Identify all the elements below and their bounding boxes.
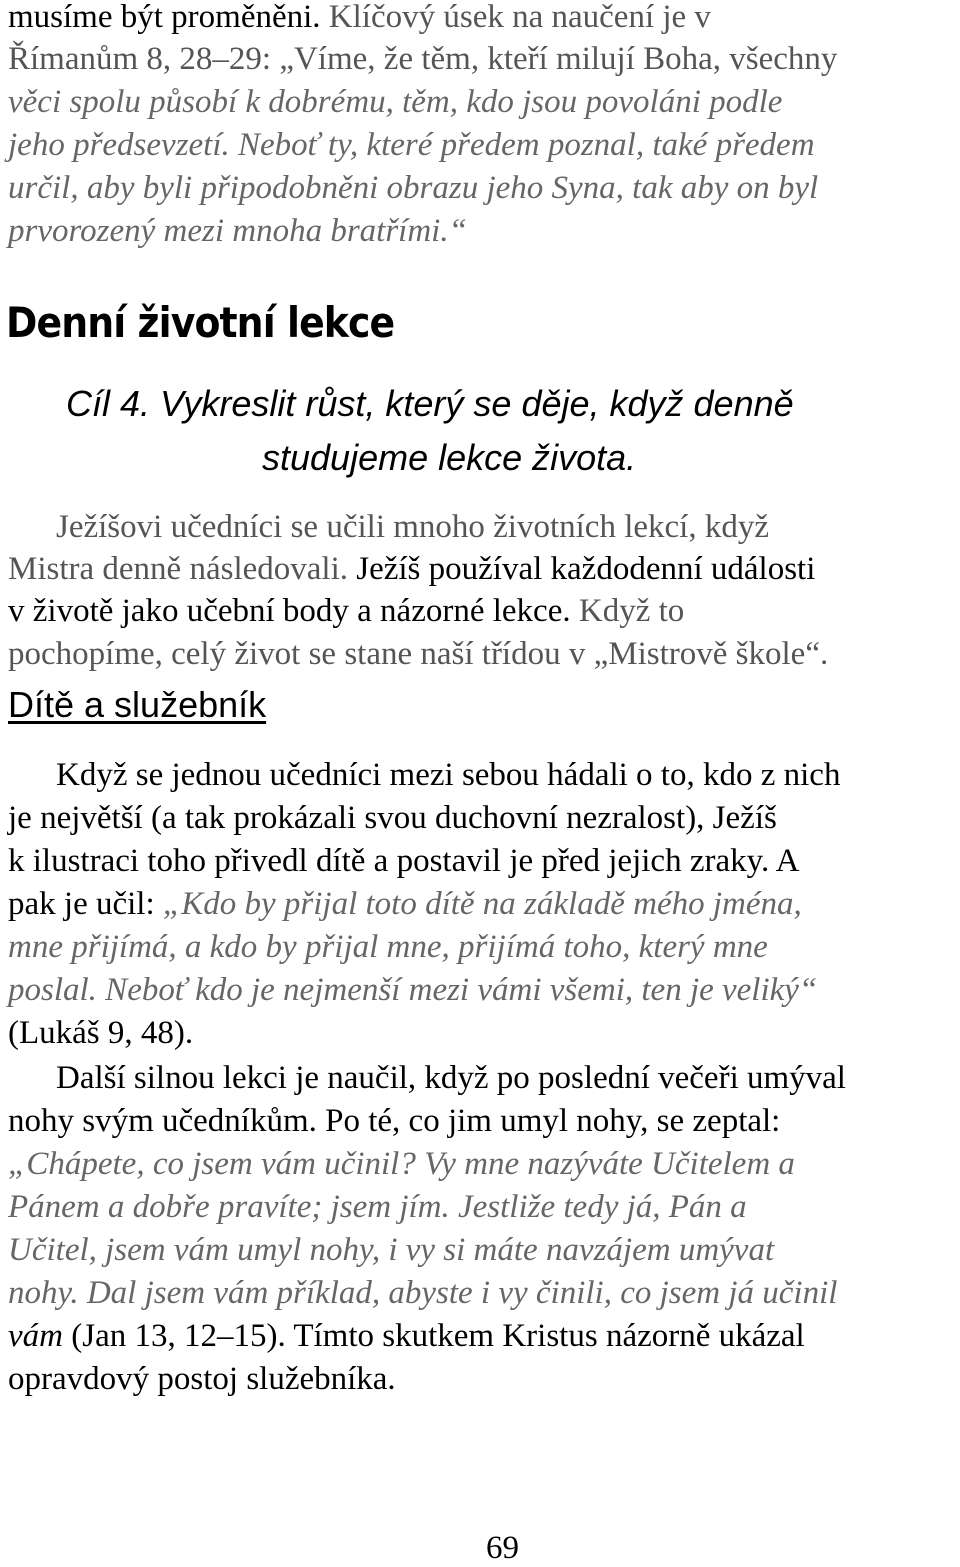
- para3-line-1: Další silnou lekci je naučil, když po poslední večeři umýval: [56, 1060, 846, 1096]
- para2-line-1: Když se jednou učedníci mezi sebou hádali o to, kdo z nich: [56, 757, 841, 793]
- para1-text: v životě jako učební body a názorné lekce.: [8, 593, 579, 629]
- para1-line-2: [8, 548, 815, 590]
- intro-line-6: prvorozený mezi mnoha bratřími.“: [8, 213, 467, 249]
- para3-line-2: nohy svým učedníkům. Po té, co jim umyl nohy, se zeptal:: [8, 1103, 781, 1139]
- para3-line-7: [8, 1315, 805, 1357]
- para2-line-6: poslal. Neboť kdo je nejmenší mezi vámi všemi, ten je veliký“: [8, 972, 818, 1008]
- para1-text: Ježíš používal každodenní události: [356, 551, 816, 587]
- intro-line-1: [8, 0, 711, 38]
- para1-text: Mistra denně následovali.: [8, 551, 357, 587]
- para3-line-6: nohy. Dal jsem vám příklad, abyste i vy činili, co jsem já učinil: [8, 1275, 838, 1311]
- para2-line-5: mne přijímá, a kdo by přijal mne, přijímá toho, který mne: [8, 929, 768, 965]
- goal-line-2: studujeme lekce života.: [262, 437, 637, 478]
- para2-line-2: je největší (a tak prokázali svou duchovní nezralost), Ježíš: [8, 800, 777, 836]
- para2-line-4: [8, 883, 802, 925]
- para3-line-4: Pánem a dobře pravíte; jsem jím. Jestliže tedy já, Pán a: [8, 1189, 747, 1225]
- para2-quote: „Kdo by přijal toto dítě na základě mého jména,: [162, 886, 802, 922]
- intro-line-4: jeho předsevzetí. Neboť ty, které předem poznal, také předem: [8, 127, 815, 163]
- para3-quote-end: vám: [8, 1318, 63, 1354]
- para2-line-7: (Lukáš 9, 48).: [8, 1015, 194, 1051]
- intro-line-5: určil, aby byli připodobněni obrazu jeho Syna, tak aby on byl: [8, 170, 819, 206]
- subheading: Dítě a služebník: [8, 684, 267, 725]
- intro-text: musíme být proměněni.: [8, 0, 329, 35]
- para3-line-8: opravdový postoj služebníka.: [8, 1361, 396, 1397]
- page-number: 69: [486, 1530, 519, 1566]
- para1-text: Když to: [578, 593, 685, 629]
- section-title: Denní životní lekce: [6, 298, 395, 347]
- para1-line-4: pochopíme, celý život se stane naší třídou v „Mistrově škole“.: [8, 636, 829, 672]
- para1-line-3: [8, 590, 684, 632]
- intro-text: Klíčový úsek na naučení je v: [328, 0, 711, 35]
- para1-line-1: Ježíšovi učedníci se učili mnoho životních lekcí, když: [56, 509, 769, 545]
- para2-text: pak je učil:: [8, 886, 163, 922]
- para3-line-3: „Chápete, co jsem vám učinil? Vy mne nazýváte Učitelem a: [8, 1146, 795, 1182]
- intro-line-2: Římanům 8, 28–29: „Víme, že těm, kteří milují Boha, všechny: [8, 41, 838, 77]
- para2-line-3: k ilustraci toho přivedl dítě a postavil je před jejich zraky. A: [8, 843, 800, 879]
- goal-line-1: Cíl 4. Vykreslit růst, který se děje, když denně: [66, 383, 794, 424]
- para3-line-5: Učitel, jsem vám umyl nohy, i vy si máte navzájem umývat: [8, 1232, 775, 1268]
- intro-line-3: věci spolu působí k dobrému, těm, kdo jsou povoláni podle: [8, 84, 783, 120]
- para3-text: (Jan 13, 12–15). Tímto skutkem Kristus názorně ukázal: [62, 1318, 805, 1354]
